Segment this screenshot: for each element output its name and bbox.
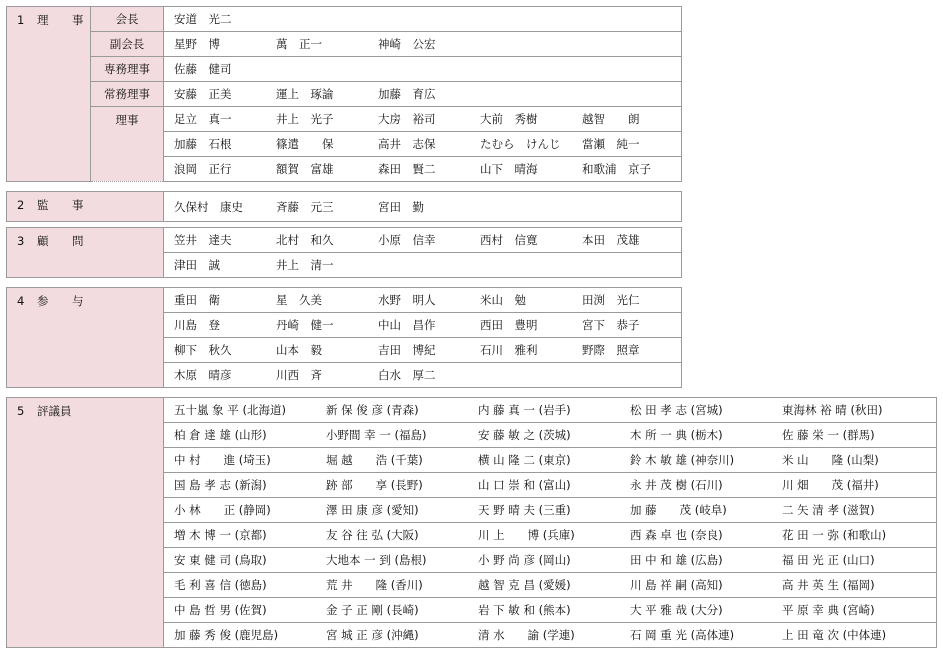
member-name: 越 智 克 昌 (愛媛) bbox=[478, 578, 571, 592]
member-name: 小野間 幸 一 (福島) bbox=[326, 428, 427, 442]
member-name: 小原 信幸 bbox=[378, 233, 436, 247]
member-name: 斉藤 元三 bbox=[276, 199, 334, 214]
member-name: 中山 昌作 bbox=[378, 318, 436, 332]
member-name: 小 林 正 (静岡) bbox=[174, 503, 271, 517]
name-row bbox=[164, 473, 937, 498]
member-name: 高井 志保 bbox=[378, 137, 436, 151]
section-number: 3 bbox=[17, 234, 25, 248]
member-name: 大房 裕司 bbox=[378, 112, 436, 126]
member-name: 木原 晴彦 bbox=[174, 368, 232, 382]
member-name: 水野 明人 bbox=[378, 293, 436, 307]
section-number: 2 bbox=[17, 198, 25, 212]
member-name: 内 藤 真 一 (岩手) bbox=[478, 403, 571, 417]
name-row bbox=[164, 57, 682, 82]
name-row bbox=[164, 573, 937, 598]
member-name: 天 野 晴 夫 (三重) bbox=[478, 503, 571, 517]
member-name: 毛 利 喜 信 (徳島) bbox=[174, 578, 267, 592]
section-header bbox=[7, 398, 164, 648]
member-name: 米 山 隆 (山梨) bbox=[782, 453, 879, 467]
name-row bbox=[164, 132, 682, 157]
member-name: 永 井 茂 樹 (石川) bbox=[630, 478, 723, 492]
member-name: 石川 雅利 bbox=[480, 343, 538, 357]
member-name: 川西 斉 bbox=[276, 368, 322, 382]
member-name: 宮田 勤 bbox=[378, 199, 424, 214]
member-name: 鈴 木 敏 雄 (神奈川) bbox=[630, 453, 735, 467]
section-trustees bbox=[6, 397, 937, 648]
section-title: 顧 問 bbox=[37, 234, 90, 248]
member-name: 高 井 英 生 (福岡) bbox=[782, 578, 875, 592]
member-name: 井上 清一 bbox=[276, 258, 334, 272]
member-name: 西田 豊明 bbox=[480, 318, 538, 332]
member-name: 山本 毅 bbox=[276, 343, 322, 357]
section-directors bbox=[6, 6, 682, 182]
name-row bbox=[164, 32, 682, 57]
member-name: 丹崎 健一 bbox=[276, 318, 334, 332]
member-name: 吉田 博紀 bbox=[378, 343, 436, 357]
member-name: 清 水 諭 (学連) bbox=[478, 628, 575, 642]
member-name: 澤 田 康 彦 (愛知) bbox=[326, 503, 419, 517]
role-label-managing-director: 常務理事 bbox=[91, 82, 164, 107]
member-name: 笠井 達夫 bbox=[174, 233, 232, 247]
name-row bbox=[164, 107, 682, 132]
member-name: 柏 倉 達 雄 (山形) bbox=[174, 428, 267, 442]
member-name: 川島 登 bbox=[174, 318, 220, 332]
member-name: 柳下 秋久 bbox=[174, 343, 232, 357]
member-name: 花 田 一 弥 (和歌山) bbox=[782, 528, 887, 542]
name-row bbox=[164, 398, 937, 423]
name-row bbox=[164, 157, 682, 182]
member-name: 石 岡 重 光 (高体連) bbox=[630, 628, 735, 642]
member-name: 田渕 光仁 bbox=[582, 293, 640, 307]
member-name: 白水 厚二 bbox=[378, 368, 436, 382]
member-name: 津田 誠 bbox=[174, 258, 220, 272]
member-name: 安藤 正美 bbox=[174, 87, 232, 101]
member-name: 福 田 光 正 (山口) bbox=[782, 553, 875, 567]
name-row bbox=[164, 548, 937, 573]
member-name: 浪岡 正行 bbox=[174, 162, 232, 176]
member-name: 堀 越 浩 (千葉) bbox=[326, 453, 423, 467]
member-name: 萬 正一 bbox=[276, 37, 322, 51]
section-number: 1 bbox=[17, 13, 25, 27]
member-name: 井上 光子 bbox=[276, 112, 334, 126]
role-label-vice-chairman: 副会長 bbox=[91, 32, 164, 57]
member-name: 宮下 恭子 bbox=[582, 318, 640, 332]
member-name: 米山 勉 bbox=[480, 293, 526, 307]
member-name: 和歌浦 京子 bbox=[582, 162, 651, 176]
section-advisors bbox=[6, 227, 682, 278]
member-name: 金 子 正 剛 (長崎) bbox=[326, 603, 419, 617]
member-name: 川 島 祥 嗣 (高知) bbox=[630, 578, 723, 592]
member-name: 横 山 隆 二 (東京) bbox=[478, 453, 571, 467]
name-row bbox=[164, 192, 682, 222]
member-name: 新 保 俊 彦 (青森) bbox=[326, 403, 419, 417]
name-row bbox=[164, 313, 682, 338]
member-name: 荒 井 隆 (香川) bbox=[326, 578, 423, 592]
member-name: 二 矢 清 孝 (滋賀) bbox=[782, 503, 875, 517]
role-label-executive-director: 専務理事 bbox=[91, 57, 164, 82]
member-name: 中 村 進 (埼玉) bbox=[174, 453, 271, 467]
member-name: 松 田 孝 志 (宮城) bbox=[630, 403, 723, 417]
name-row bbox=[164, 598, 937, 623]
member-name: 北村 和久 bbox=[276, 233, 334, 247]
name-row bbox=[164, 448, 937, 473]
member-name: 加 藤 秀 俊 (鹿児島) bbox=[174, 628, 279, 642]
member-name: 額賀 富雄 bbox=[276, 162, 334, 176]
member-name: 佐 藤 栄 一 (群馬) bbox=[782, 428, 875, 442]
member-name: 跡 部 享 (長野) bbox=[326, 478, 423, 492]
member-name: 重田 衛 bbox=[174, 293, 220, 307]
section-header bbox=[7, 228, 164, 278]
member-name: 川 畑 茂 (福井) bbox=[782, 478, 879, 492]
member-name: 篠遣 保 bbox=[276, 137, 334, 151]
member-name: 田 中 和 雄 (広島) bbox=[630, 553, 723, 567]
member-name: 上 田 竜 次 (中体連) bbox=[782, 628, 887, 642]
section-header bbox=[7, 7, 91, 182]
member-name: 大 平 雅 哉 (大分) bbox=[630, 603, 723, 617]
section-auditors bbox=[6, 191, 682, 222]
name-row bbox=[164, 338, 682, 363]
section-number: 4 bbox=[17, 294, 25, 308]
role-label-director: 理事 bbox=[91, 107, 164, 182]
name-row bbox=[164, 423, 937, 448]
member-name: 五十嵐 象 平 (北海道) bbox=[174, 403, 286, 417]
member-name: 大地本 一 到 (島根) bbox=[326, 553, 427, 567]
member-name: 久保村 康史 bbox=[174, 199, 243, 214]
member-name: 東海林 裕 晴 (秋田) bbox=[782, 403, 883, 417]
member-name: 山下 晴海 bbox=[480, 162, 538, 176]
member-name: 森田 賢二 bbox=[378, 162, 436, 176]
member-name: 中 島 哲 男 (佐賀) bbox=[174, 603, 267, 617]
member-name: 木 所 一 典 (栃木) bbox=[630, 428, 723, 442]
member-name: 川 上 博 (兵庫) bbox=[478, 528, 575, 542]
section-title: 監 事 bbox=[37, 198, 90, 212]
member-name: たむら けんじ bbox=[480, 137, 561, 151]
member-name: 安道 光二 bbox=[174, 12, 232, 26]
member-name: 越智 朗 bbox=[582, 112, 640, 126]
name-row bbox=[164, 363, 682, 388]
member-name: 西 森 卓 也 (奈良) bbox=[630, 528, 723, 542]
member-name: 小 野 尚 彦 (岡山) bbox=[478, 553, 571, 567]
section-title: 評議員 bbox=[37, 404, 72, 418]
member-name: 西村 信寛 bbox=[480, 233, 538, 247]
name-row bbox=[164, 288, 682, 313]
name-row bbox=[164, 498, 937, 523]
section-counselors bbox=[6, 287, 682, 388]
section-title: 理 事 bbox=[37, 13, 90, 27]
member-name: 友 谷 往 弘 (大阪) bbox=[326, 528, 419, 542]
member-name: 国 島 孝 志 (新潟) bbox=[174, 478, 267, 492]
member-name: 星 久美 bbox=[276, 293, 322, 307]
name-row bbox=[164, 623, 937, 648]
member-name: 安 藤 敏 之 (茨城) bbox=[478, 428, 571, 442]
section-number: 5 bbox=[17, 404, 25, 418]
member-name: 山 口 崇 和 (富山) bbox=[478, 478, 571, 492]
member-name: 星野 博 bbox=[174, 37, 220, 51]
name-row bbox=[164, 82, 682, 107]
member-name: 佐藤 健司 bbox=[174, 62, 232, 76]
name-row bbox=[164, 253, 682, 278]
section-header bbox=[7, 288, 164, 388]
member-name: 當瀬 純一 bbox=[582, 137, 640, 151]
name-row bbox=[164, 7, 682, 32]
section-title: 参 与 bbox=[37, 294, 90, 308]
member-name: 岩 下 敏 和 (熊本) bbox=[478, 603, 571, 617]
member-name: 大前 秀樹 bbox=[480, 112, 538, 126]
name-row bbox=[164, 523, 937, 548]
member-name: 神崎 公宏 bbox=[378, 37, 436, 51]
member-name: 加藤 育広 bbox=[378, 87, 436, 101]
member-name: 宮 城 正 彦 (沖縄) bbox=[326, 628, 419, 642]
member-name: 野際 照章 bbox=[582, 343, 640, 357]
name-row bbox=[164, 228, 682, 253]
member-name: 平 原 幸 典 (宮崎) bbox=[782, 603, 875, 617]
member-name: 加藤 石根 bbox=[174, 137, 232, 151]
member-name: 増 木 博 一 (京都) bbox=[174, 528, 267, 542]
section-header bbox=[7, 192, 164, 222]
member-name: 安 東 健 司 (鳥取) bbox=[174, 553, 267, 567]
member-name: 足立 真一 bbox=[174, 112, 232, 126]
role-label-chairman: 会長 bbox=[91, 7, 164, 32]
member-name: 本田 茂雄 bbox=[582, 233, 640, 247]
member-name: 加 藤 茂 (岐阜) bbox=[630, 503, 727, 517]
member-name: 運上 琢諭 bbox=[276, 87, 334, 101]
